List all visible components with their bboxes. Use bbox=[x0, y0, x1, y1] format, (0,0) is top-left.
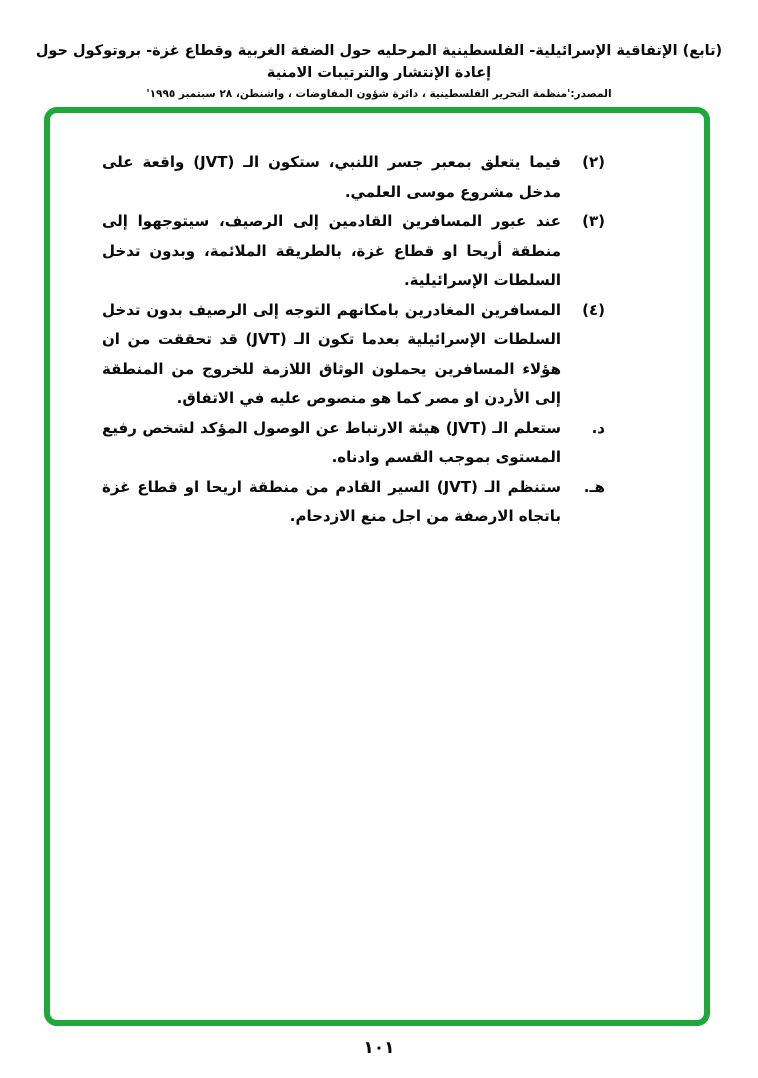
item-marker: (٤) bbox=[582, 300, 605, 319]
item-marker: (٢) bbox=[582, 153, 605, 171]
list-item bbox=[102, 148, 605, 207]
document-title: (تابع) الإتفاقية الإسرائيلية- الفلسطينية المرحليه حول الضفة الغربية وقطاع غزة- بروتوكول حول إعادة الإنتشار والترتيبات الامنية bbox=[35, 43, 723, 81]
item-marker: (٣) bbox=[582, 212, 605, 230]
item-text: المسافرين المغادرين بامكانهم التوجه إلى الرصيف بدون تدخل السلطات الإسرائيلية بعدما تكون الـ (JVT) قد تحققت من ان هؤلاء المسافرين يحملون الوثاق اللازمة للخروج من المنطقة إلى الأردن او مصر كما هو منصوص عليه في الاتفاق. bbox=[102, 300, 561, 407]
item-text: ستنظم الـ (JVT) السير القادم من منطقة اريحا او قطاع غزة باتجاه الارصفة من اجل منع الازدحام. bbox=[102, 477, 562, 525]
item-marker: هـ. bbox=[583, 477, 605, 496]
document-header bbox=[20, 40, 738, 100]
list-item bbox=[102, 473, 605, 532]
item-text: عند عبور المسافرين القادمين إلى الرصيف، سيتوجهوا إلى منطقة أريحا او قطاع غزة، بالطريقة الملائمة، وبدون تدخل السلطات الإسرائيلية. bbox=[102, 212, 561, 289]
page-number: ١٠١ bbox=[363, 1038, 395, 1058]
list-item bbox=[102, 296, 605, 414]
content-frame-border bbox=[44, 107, 710, 1026]
item-text: ستعلم الـ (JVT) هيئة الارتباط عن الوصول المؤكد لشخص رفيع المستوى بموجب القسم وادناه. bbox=[102, 418, 561, 466]
item-marker: د. bbox=[591, 418, 605, 437]
list-item bbox=[102, 414, 605, 473]
clauses-list bbox=[50, 148, 704, 532]
document-footer bbox=[0, 1038, 758, 1058]
item-text: فيما يتعلق بمعبر جسر اللنبي، ستكون الـ (JVT) واقعة على مدخل مشروع موسى العلمي. bbox=[102, 153, 561, 201]
document-source: المصدر:'منظمة التحرير الفلسطينية ، دائرة شؤون المفاوضات ، واشنطن، ٢٨ سبتمبر ١٩٩٥' bbox=[146, 88, 612, 100]
list-item bbox=[102, 207, 605, 296]
